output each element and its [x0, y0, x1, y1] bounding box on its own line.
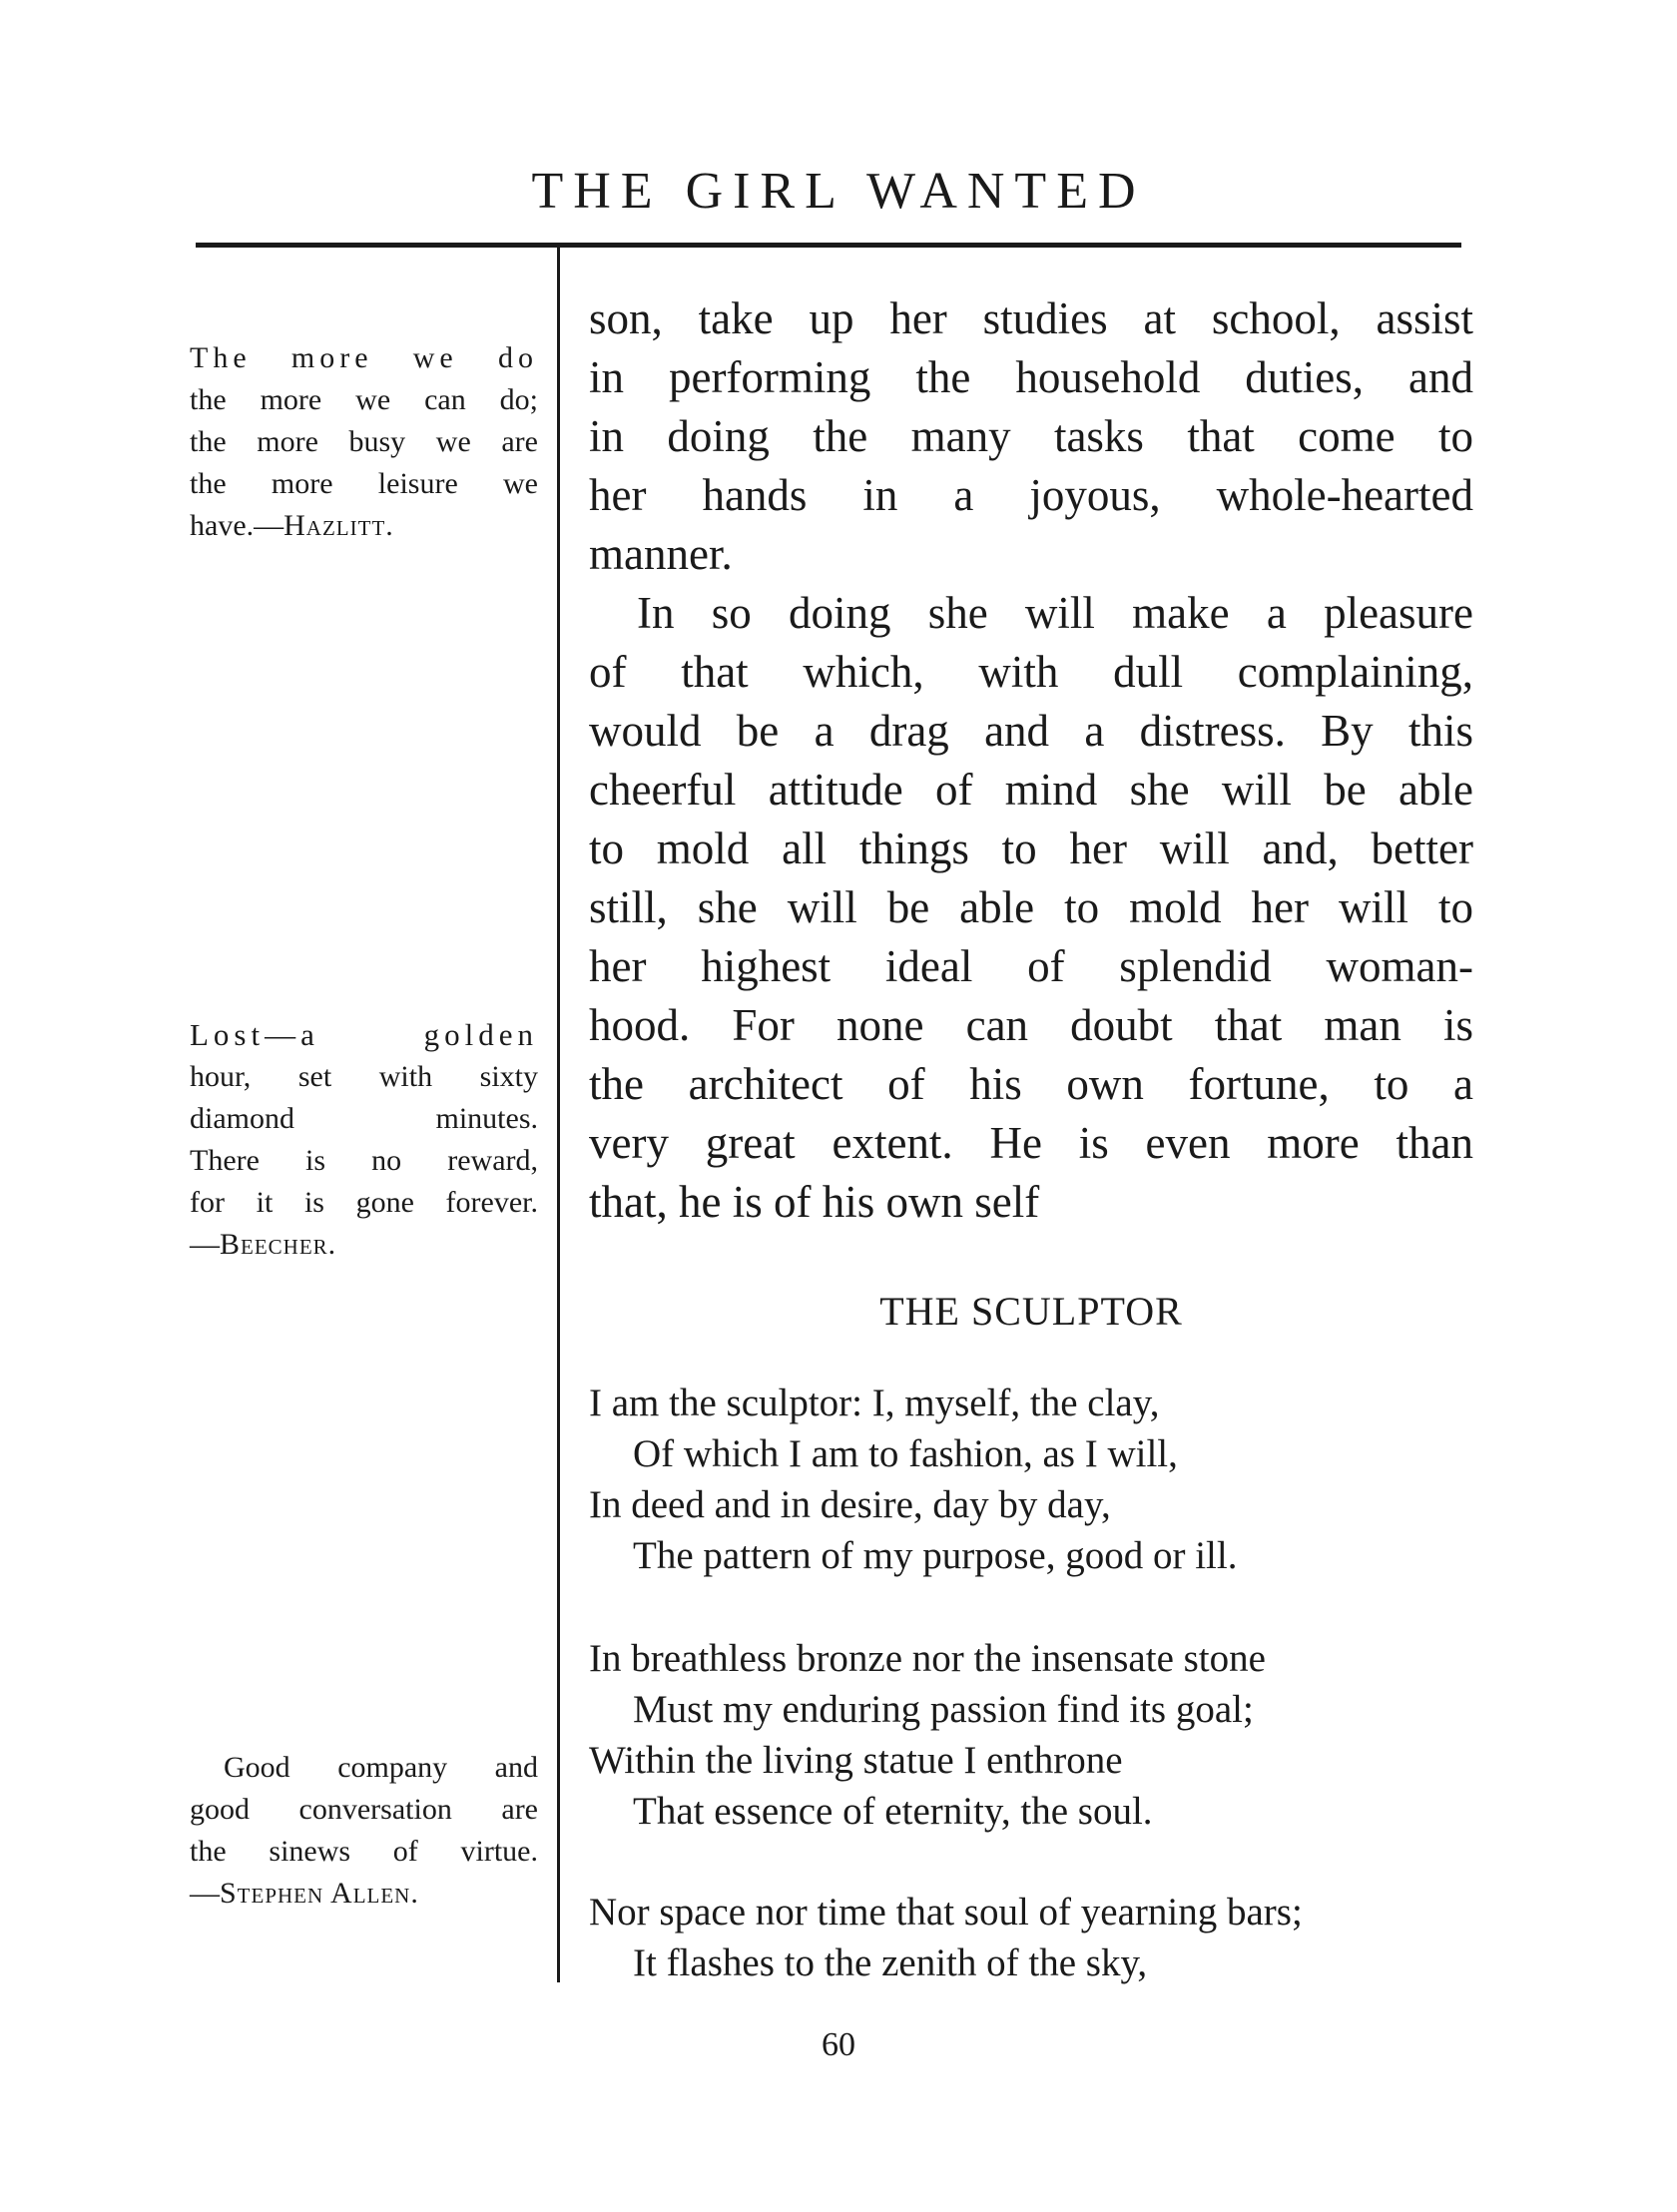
sidenote-line: good conversation are [190, 1793, 538, 1826]
poem-line: That essence of eternity, the soul. [633, 1790, 1153, 1833]
sidenote-line: diamond minutes. [190, 1102, 538, 1135]
sidenote-line: for it is gone forever. [190, 1186, 538, 1219]
sidenote-attribution: Beecher. [220, 1228, 337, 1261]
body-line: that, he is of his own self [589, 1177, 1040, 1227]
sidenote-text: — [190, 1228, 220, 1261]
poem-line: It flashes to the zenith of the sky, [633, 1941, 1148, 1984]
poem-line: I am the sculptor: I, myself, the clay, [589, 1382, 1160, 1424]
page-number: 60 [822, 2026, 855, 2063]
running-head: THE GIRL WANTED [531, 163, 1146, 220]
sidenote-line: hour, set with sixty [190, 1060, 538, 1093]
body-line: to mold all things to her will and, better [589, 824, 1473, 873]
body-line: the architect of his own fortune, to a [589, 1059, 1473, 1109]
body-line: cheerful attitude of mind she will be able [589, 765, 1473, 815]
poem-line: In breathless bronze nor the insensate stone [589, 1637, 1266, 1680]
body-line: would be a drag and a distress. By this [589, 706, 1473, 756]
sidenote-text: have.— [190, 509, 284, 542]
poem-line: In deed and in desire, day by day, [589, 1483, 1111, 1526]
column-divider-rule [557, 246, 560, 1982]
sidenote-attribution-line [190, 1224, 538, 1266]
sidenote-attribution: Stephen Allen. [220, 1877, 419, 1910]
body-line: of that which, with dull complaining, [589, 647, 1473, 697]
poem-stanza-2 [589, 1633, 1487, 1837]
poem-stanza-3 [589, 1887, 1487, 1988]
poem-line: Nor space nor time that soul of yearning bars; [589, 1891, 1303, 1934]
body-line: In so doing she will make a pleasure [637, 588, 1473, 638]
sidenote-line: The more we do [190, 341, 538, 374]
poem-line: Within the living statue I enthrone [589, 1739, 1123, 1782]
body-line: manner. [589, 529, 733, 579]
body-paragraph-1 [589, 289, 1473, 584]
body-line: her highest ideal of splendid woman- [589, 941, 1473, 991]
body-line: son, take up her studies at school, assist [589, 293, 1473, 343]
sidenote-line: the more we can do; [190, 383, 538, 416]
poem-line: Of which I am to fashion, as I will, [633, 1432, 1178, 1475]
body-paragraph-2 [589, 584, 1473, 1232]
body-line: very great extent. He is even more than [589, 1118, 1473, 1168]
sidenote-line: There is no reward, [190, 1144, 538, 1177]
sidenote-text: — [190, 1877, 220, 1910]
poem-title: THE SCULPTOR [879, 1289, 1183, 1334]
body-line: hood. For none can doubt that man is [589, 1000, 1473, 1050]
sidenote-attribution: Hazlitt. [283, 509, 394, 542]
poem-line: The pattern of my purpose, good or ill. [633, 1534, 1238, 1577]
body-line: in doing the many tasks that come to [589, 411, 1473, 461]
sidenote-beecher [190, 1014, 538, 1266]
sidenote-line: the more busy we are [190, 425, 538, 458]
poem-line: Must my enduring passion find its goal; [633, 1688, 1254, 1731]
body-line: still, she will be able to mold her will to [589, 882, 1473, 932]
sidenote-line: the sinews of virtue. [190, 1835, 538, 1868]
body-line: in performing the household duties, and [589, 352, 1473, 402]
poem-stanza-1 [589, 1378, 1487, 1581]
sidenote-stephen-allen [190, 1747, 538, 1915]
sidenote-line: the more leisure we [190, 467, 538, 500]
sidenote-attribution-line [190, 1873, 538, 1915]
sidenote-attribution-line [190, 505, 538, 547]
body-line: her hands in a joyous, whole-hearted [589, 470, 1473, 520]
sidenote-hazlitt [190, 337, 538, 547]
sidenote-line: Good company and [224, 1751, 538, 1784]
sidenote-line: Lost—a golden [190, 1017, 538, 1052]
header-rule [196, 243, 1461, 248]
